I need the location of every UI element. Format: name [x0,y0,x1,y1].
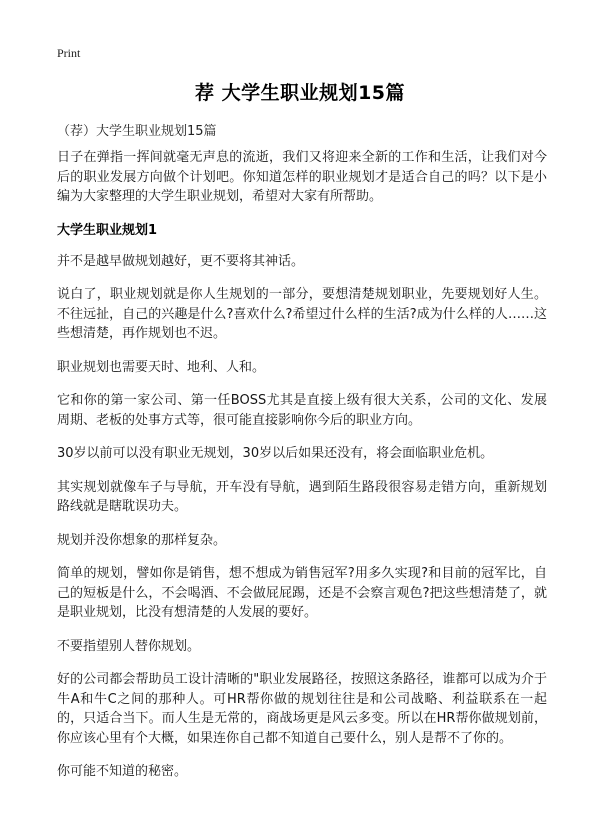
paragraph: 好的公司都会帮助员工设计清晰的"职业发展路径，按照这条路径，谁都可以成为介于牛A和牛C之间的那种人。可HR帮你做的规划往往是和公司战略、利益联系在一起的，只适合当下。而人生是无常的，商战场更是风云多变。所以在HR帮你做规划前，你应该心里有个大概，如果连你自己都不知道自己要什么，别人是帮不了你的。 [57,672,547,746]
article-content [57,148,547,796]
paragraph: 并不是越早做规划越好，更不要将其神话。 [57,253,305,269]
paragraph: 说白了，职业规划就是你人生规划的一部分，要想清楚规划职业，先要规划好人生。不往远扯，自己的兴趣是什么?喜欢什么?希望过什么样的生活?成为什么样的人……这些想清楚，再作规划也不迟。 [57,287,547,341]
paragraph: 它和你的第一家公司、第一任BOSS尤其是直接上级有很大关系，公司的文化、发展周期、老板的处事方式等，很可能直接影响你今后的职业方向。 [57,393,547,428]
paragraph: 简单的规划，譬如你是销售，想不想成为销售冠军?用多久实现?和目前的冠军比，自己的短板是什么，不会喝酒、不会做屁屁踢，还是不会察言观色?把这些想清楚了，就是职业规划，比没有想清楚的人发展的要好。 [57,566,547,620]
paragraph: 职业规划也需要天时、地利、人和。 [57,359,266,375]
paragraph: 其实规划就像车子与导航，开车没有导航，遇到陌生路段很容易走错方向，重新规划路线就是瞎耽误功夫。 [57,479,547,514]
print-label[interactable]: Print [57,46,81,60]
section-heading: 大学生职业规划1 [57,222,158,238]
paragraph: 30岁以前可以没有职业无规划，30岁以后如果还没有，将会面临职业危机。 [57,446,494,461]
paragraph: 你可能不知道的秘密。 [57,764,188,779]
page-title: 荐 大学生职业规划15篇 [194,82,406,104]
paragraph: 规划并没你想象的那样复杂。 [57,532,227,548]
intro-paragraph: 日子在弹指一挥间就毫无声息的流逝，我们又将迎来全新的工作和生活，让我们对今后的职业发展方向做个计划吧。你知道怎样的职业规划才是适合自己的吗？以下是小编为大家整理的大学生职业规划，希望对大家有所帮助。 [57,150,547,204]
paragraph: 不要指望别人替你规划。 [57,638,201,654]
page-subtitle: （荐）大学生职业规划15篇 [57,124,217,139]
